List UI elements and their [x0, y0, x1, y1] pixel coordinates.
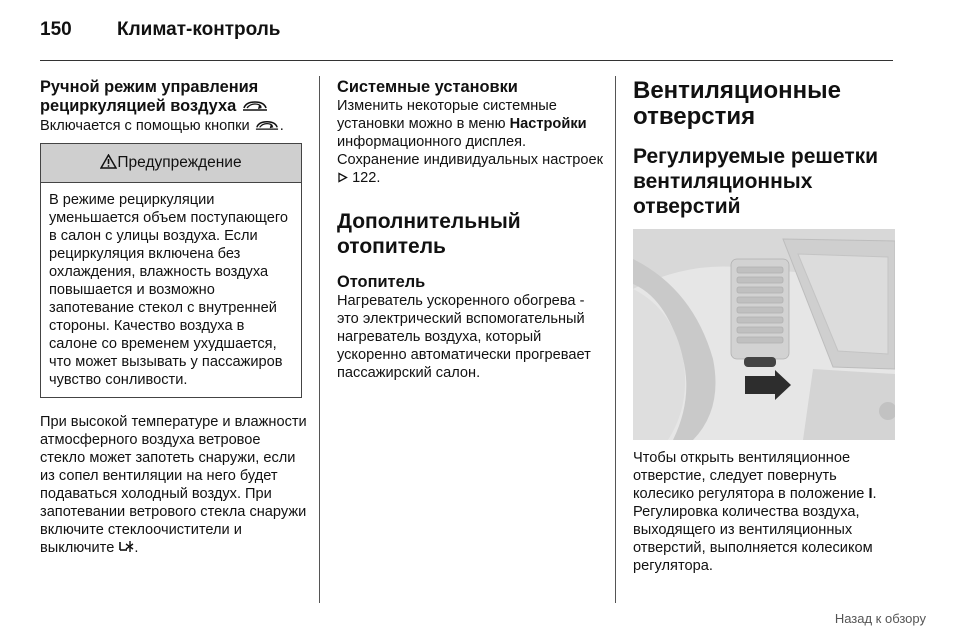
vents-caption: Чтобы открыть вентиляционное отверстие, следует повернуть колесико регулятора в положение I. Регулировка количества воздуха, выходящего из вентиляционных отверстий, выполняется колесиком регулятора.	[633, 450, 877, 574]
column-3	[633, 78, 898, 575]
heater-subheading: Отопитель	[337, 273, 426, 291]
chapter-title: Климат-контроль	[117, 19, 281, 40]
fogging-paragraph: При высокой температуре и влажности атмосферного воздуха ветровое стекло может запотеть снаружи, если из сопел вентиляции на него будет подаваться холодный воздух. При запотевании ветрового стекла снаружи включите стеклоочистители и выключите .	[40, 414, 307, 556]
back-to-overview-link[interactable]: Назад к обзору	[834, 611, 926, 626]
adjustable-vents-heading: Регулируемые решетки вентиляционных отверстий	[633, 145, 879, 218]
settings-menu-name: Настройки	[509, 116, 587, 132]
vents-heading: Вентиляционные отверстия	[633, 77, 841, 130]
ac-snowflake-icon	[118, 540, 134, 553]
ref-arrow-icon	[337, 172, 348, 183]
warning-triangle-icon	[100, 154, 117, 169]
recirculation-icon	[254, 119, 280, 131]
warning-title: Предупреждение	[117, 154, 242, 171]
column-1	[40, 78, 308, 557]
warning-text: В режиме рециркуляции уменьшается объем поступающего в салон с улицы воздуха. Если рециркуляция включена без охлаждения, влажность воздуха повышается и возможно запотевание стекол с внутренней стороны. Качество воздуха в салоне со временем ухудшается, что может вызывать у пассажиров чувство сонливости.	[49, 192, 288, 388]
aux-heater-heading: Дополнительный отопитель	[337, 210, 521, 258]
recirculation-icon	[241, 99, 269, 112]
column-divider-1	[319, 76, 320, 603]
warning-box	[40, 143, 302, 398]
position-mark: I	[868, 486, 873, 502]
system-settings-heading: Системные установки	[337, 78, 518, 96]
header-rule	[40, 60, 893, 61]
heater-text: Нагреватель ускоренного обогрева - это электрический вспомогательный нагреватель воздуха, который ускоренно автоматически прогревает пассажирский салон.	[337, 293, 591, 381]
recirculation-heading: Ручной режим управления рециркуляцией воздуха	[40, 78, 308, 116]
column-2	[337, 78, 605, 382]
page-number: 150	[40, 19, 72, 40]
vent-illustration	[633, 229, 895, 440]
system-settings-text: Изменить некоторые системные установки можно в меню Настройки информационного дисплея. Сохранение индивидуальных настроек 122.	[337, 98, 604, 186]
column-divider-2	[615, 76, 616, 603]
warning-header	[41, 144, 301, 183]
recirculation-intro: Включается с помощью кнопки .	[40, 118, 284, 134]
